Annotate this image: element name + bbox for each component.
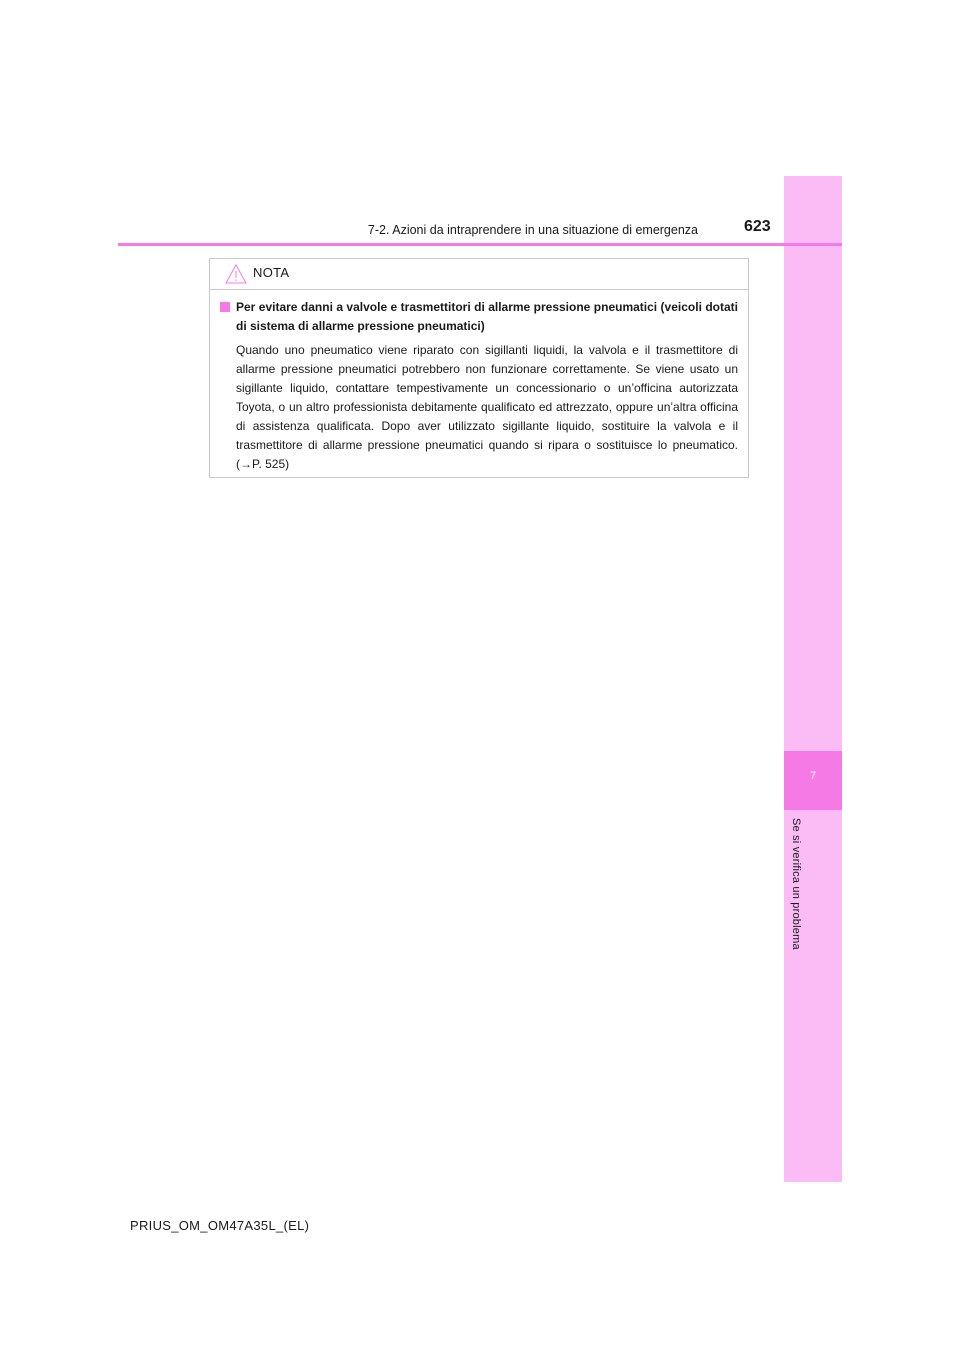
chapter-number: 7 xyxy=(809,770,817,782)
notice-label: NOTA xyxy=(253,265,290,280)
warning-triangle-icon xyxy=(225,264,247,284)
notice-item-heading xyxy=(220,298,738,336)
bullet-square-icon xyxy=(220,302,230,312)
notice-box xyxy=(209,258,749,478)
page-number: 623 xyxy=(744,218,771,235)
header-divider xyxy=(118,243,842,246)
chapter-title: Se si verifica un problema xyxy=(790,818,802,950)
notice-item-text: Quando uno pneumatico viene riparato con sigillanti liquidi, la valvola e il trasmettitore di allarme pressione pneumatici potrebbero non funzionare correttamente. Se viene usato un sigillante liquido, contattare tempestivamente un concessionario o un’officina autorizzata Toyota, o un altro professionista debitamente qualificato ed attrezzato, oppure un’altra officina di assistenza qualificata. Dopo aver utilizzato sigillante liquido, sostituire la valvola e il trasmettitore di allarme pressione pneumatici quando si ripara o sostituisce lo pneumatico. (→P. 525) xyxy=(236,343,738,471)
notice-header xyxy=(210,259,748,290)
chapter-side-tab xyxy=(784,176,842,1182)
notice-body xyxy=(210,290,748,474)
notice-item-heading-text: Per evitare danni a valvole e trasmettitori di allarme pressione pneumatici (veicoli dotati di sistema di allarme pressione pneumatici) xyxy=(236,300,738,333)
section-title: 7-2. Azioni da intraprendere in una situazione di emergenza xyxy=(367,223,698,237)
footer-document-code: PRIUS_OM_OM47A35L_(EL) xyxy=(130,1218,310,1233)
